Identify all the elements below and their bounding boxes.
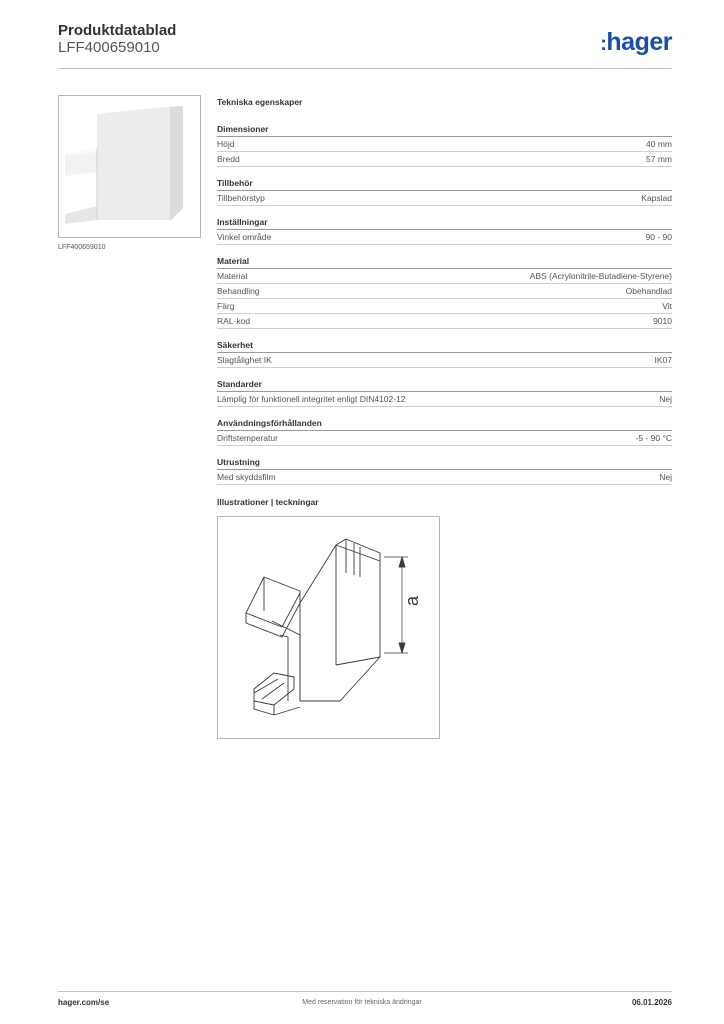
spec-label: Höjd [217,139,235,149]
specs-heading: Tekniska egenskaper [217,97,303,107]
footer-website: hager.com/se [58,998,110,1007]
spec-group-accessories [217,178,672,206]
spec-value: 90 - 90 [645,232,672,242]
spec-row [217,470,672,485]
spec-value: 40 mm [646,139,672,149]
corner-piece-drawing-icon [218,517,439,738]
spec-value: 57 mm [646,154,672,164]
footer-divider [58,991,672,992]
product-photo-icon [59,96,200,237]
spec-row [217,269,672,284]
logo-dots-icon: : [600,33,607,55]
spec-value: Nej [659,394,672,404]
logo-text: hager [606,28,672,56]
technical-drawing [217,516,440,739]
product-image [58,95,201,238]
group-title: Standarder [217,379,672,392]
illustrations-heading: Illustrationer | teckningar [217,497,319,507]
spec-label: Med skyddsfilm [217,472,276,482]
spec-group-equipment [217,457,672,485]
spec-label: Material [217,271,248,281]
dimension-label: a [402,595,422,607]
spec-row [217,137,672,152]
spec-row [217,392,672,407]
image-caption: LFF400659010 [58,244,106,251]
spec-label: Bredd [217,154,240,164]
spec-label: Vinkel område [217,232,272,242]
spec-label: Slagtålighet IK [217,355,272,365]
group-title: Utrustning [217,457,672,470]
spec-value: Obehandlad [625,286,672,296]
hager-logo [600,28,672,57]
group-title: Material [217,256,672,269]
spec-value: -5 - 90 °C [635,433,672,443]
spec-row [217,191,672,206]
spec-row [217,230,672,245]
footer-note: Med reservation för tekniska ändringar [302,999,422,1006]
spec-label: Färg [217,301,235,311]
footer-date: 06.01.2026 [631,998,672,1007]
spec-row [217,152,672,167]
spec-value: Nej [659,472,672,482]
spec-group-safety [217,340,672,368]
spec-label: RAL-kod [217,316,251,326]
group-title: Inställningar [217,217,672,230]
group-title: Säkerhet [217,340,672,353]
group-title: Dimensioner [217,124,672,137]
spec-row [217,314,672,329]
spec-row [217,284,672,299]
technical-specs [217,97,672,496]
spec-value: 9010 [653,316,672,326]
spec-group-standards [217,379,672,407]
header-divider [58,68,672,69]
spec-value: Vit [662,301,672,311]
spec-group-material [217,256,672,329]
spec-group-settings [217,217,672,245]
group-title: Användningsförhållanden [217,418,672,431]
spec-value: ABS (Acrylonitrile-Butadiene-Styrene) [529,271,672,281]
spec-label: Tillbehörstyp [217,193,265,203]
page-title: Produktdatablad [58,22,177,39]
spec-row [217,431,672,446]
spec-label: Lämplig för funktionell integritet enligt DIN4102-12 [217,394,406,404]
spec-label: Driftstemperatur [217,433,278,443]
spec-group-dimensions [217,124,672,167]
spec-value: IK07 [654,355,672,365]
spec-group-usage [217,418,672,446]
spec-label: Behandling [217,286,260,296]
spec-row [217,299,672,314]
group-title: Tillbehör [217,178,672,191]
spec-value: Kapslad [641,193,672,203]
product-code: LFF400659010 [58,39,160,56]
spec-row [217,353,672,368]
